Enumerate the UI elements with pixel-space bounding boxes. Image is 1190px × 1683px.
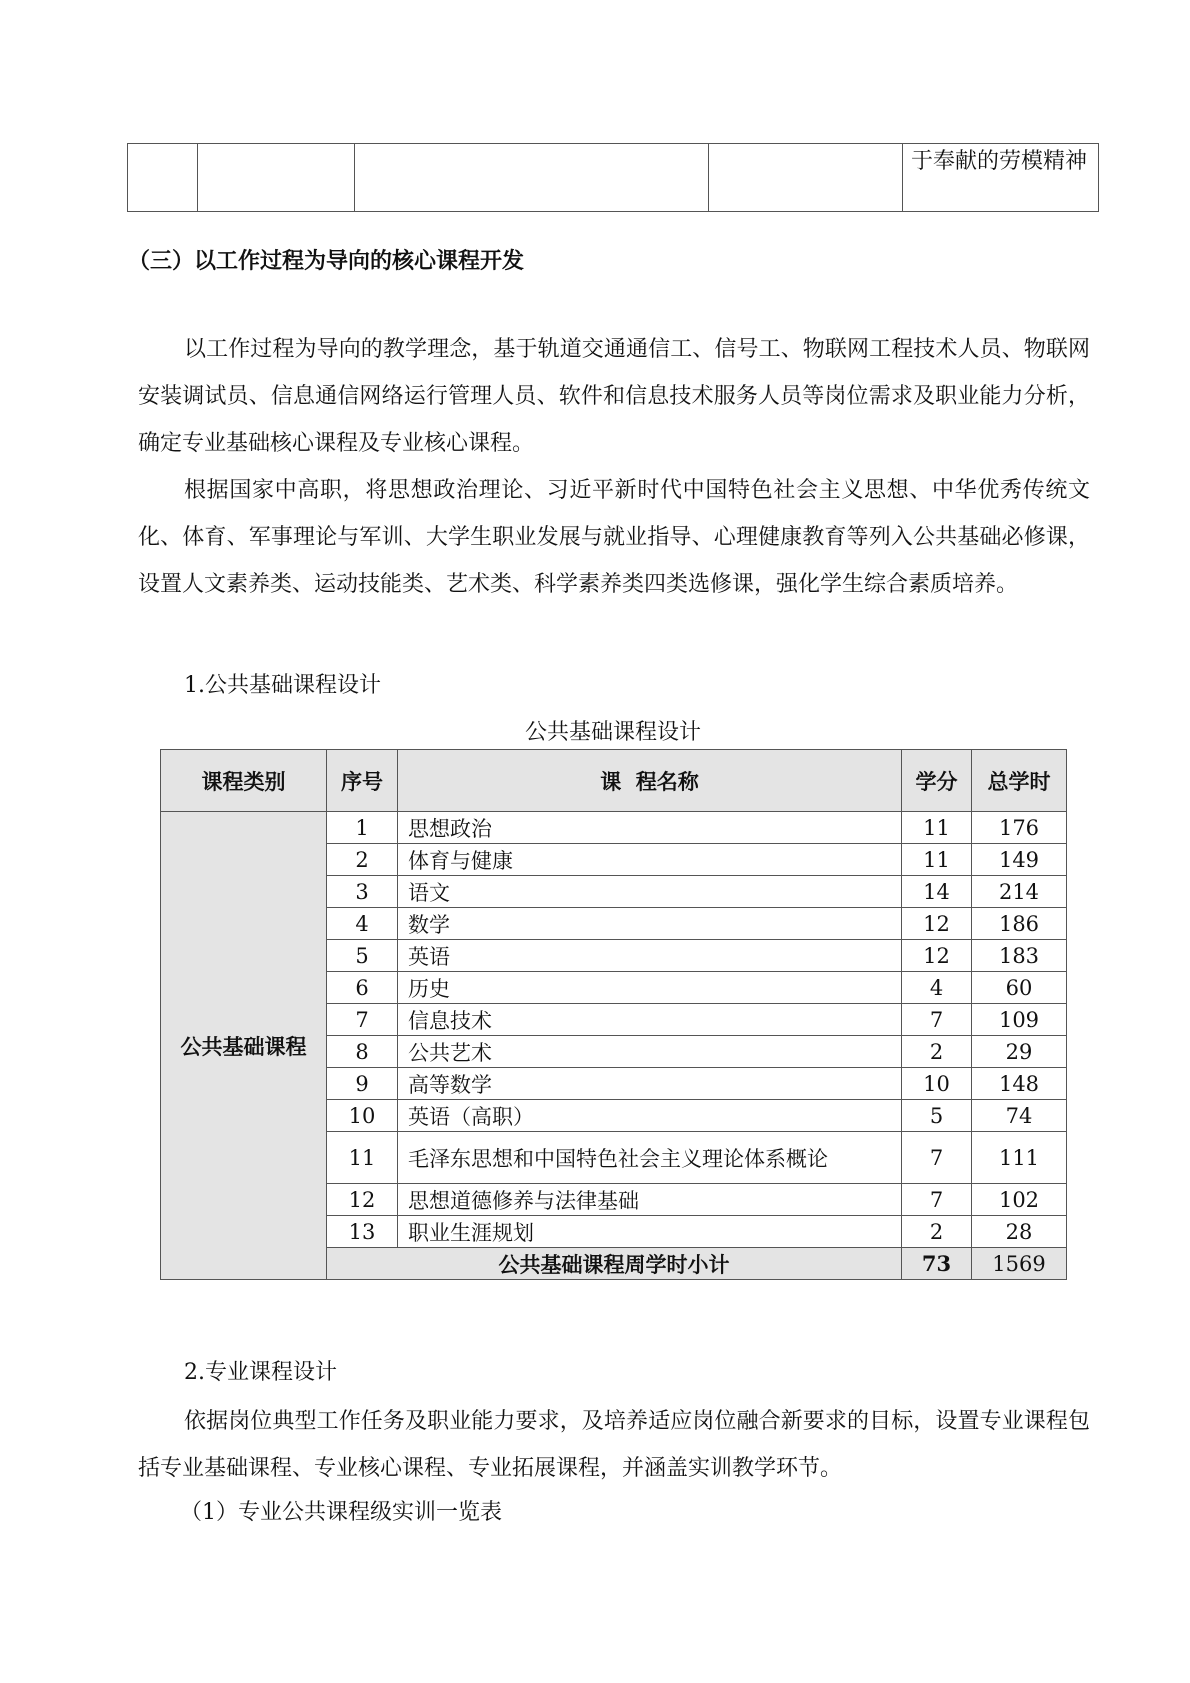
course-number: 4 [327, 908, 398, 940]
header-hours: 总学时 [972, 750, 1067, 812]
table-header-row [161, 750, 1067, 812]
course-hours: 29 [972, 1036, 1067, 1068]
course-name: 体育与健康 [398, 844, 902, 876]
course-hours: 214 [972, 876, 1067, 908]
public-course-table [160, 749, 1067, 1280]
course-name: 信息技术 [398, 1004, 902, 1036]
course-name: 英语 [398, 940, 902, 972]
table-cell [709, 144, 903, 212]
course-hours: 176 [972, 812, 1067, 844]
subheading-professional-course: 2.专业课程设计 [184, 1360, 337, 1385]
table-cell [198, 144, 355, 212]
course-hours: 60 [972, 972, 1067, 1004]
course-hours: 183 [972, 940, 1067, 972]
course-number: 6 [327, 972, 398, 1004]
course-name: 英语（高职） [398, 1100, 902, 1132]
course-number: 3 [327, 876, 398, 908]
paragraph-work-process: 以工作过程为导向的教学理念，基于轨道交通通信工、信号工、物联网工程技术人员、物联网安装调试员、信息通信网络运行管理人员、软件和信息技术服务人员等岗位需求及职业能力分析，确定专业基础核心课程及专业核心课程。 [138, 337, 1090, 456]
subtotal-credit: 73 [902, 1248, 972, 1280]
course-credit: 11 [902, 844, 972, 876]
course-hours: 102 [972, 1184, 1067, 1216]
category-cell: 公共基础课程 [161, 812, 327, 1280]
header-number: 序号 [327, 750, 398, 812]
course-credit: 7 [902, 1004, 972, 1036]
course-number: 7 [327, 1004, 398, 1036]
course-number: 2 [327, 844, 398, 876]
subtotal-hours: 1569 [972, 1248, 1067, 1280]
course-credit: 10 [902, 1068, 972, 1100]
course-number: 10 [327, 1100, 398, 1132]
course-number: 12 [327, 1184, 398, 1216]
subtotal-label: 公共基础课程周学时小计 [327, 1248, 902, 1280]
course-number: 5 [327, 940, 398, 972]
course-name: 思想政治 [398, 812, 902, 844]
subheading-public-course: 1.公共基础课程设计 [184, 673, 381, 698]
course-name: 职业生涯规划 [398, 1216, 902, 1248]
course-number: 1 [327, 812, 398, 844]
course-number: 8 [327, 1036, 398, 1068]
header-course-name: 课 程名称 [398, 750, 902, 812]
course-credit: 14 [902, 876, 972, 908]
course-hours: 149 [972, 844, 1067, 876]
course-credit: 4 [902, 972, 972, 1004]
course-credit: 2 [902, 1216, 972, 1248]
course-hours: 111 [972, 1132, 1067, 1184]
continued-table [127, 143, 1099, 212]
course-name: 历史 [398, 972, 902, 1004]
header-credit: 学分 [902, 750, 972, 812]
course-number: 11 [327, 1132, 398, 1184]
table-row [128, 144, 1099, 212]
table-cell: 于奉献的劳模精神 [903, 144, 1099, 212]
table-row [161, 812, 1067, 844]
course-name: 高等数学 [398, 1068, 902, 1100]
course-name: 毛泽东思想和中国特色社会主义理论体系概论 [398, 1132, 902, 1184]
course-hours: 148 [972, 1068, 1067, 1100]
table-caption: 公共基础课程设计 [524, 720, 701, 745]
course-credit: 7 [902, 1184, 972, 1216]
course-credit: 12 [902, 940, 972, 972]
course-credit: 12 [902, 908, 972, 940]
course-hours: 186 [972, 908, 1067, 940]
course-hours: 28 [972, 1216, 1067, 1248]
paragraph-public-basics: 根据国家中高职，将思想政治理论、习近平新时代中国特色社会主义思想、中华优秀传统文化、体育、军事理论与军训、大学生职业发展与就业指导、心理健康教育等列入公共基础必修课，设置人文素养类、运动技能类、艺术类、科学素养类四类选修课，强化学生综合素质培养。 [138, 478, 1090, 597]
course-name: 思想道德修养与法律基础 [398, 1184, 902, 1216]
table-cell [128, 144, 198, 212]
course-number: 9 [327, 1068, 398, 1100]
table-cell [355, 144, 709, 212]
course-name: 数学 [398, 908, 902, 940]
section-heading: （三）以工作过程为导向的核心课程开发 [128, 249, 525, 274]
course-number: 13 [327, 1216, 398, 1248]
course-credit: 2 [902, 1036, 972, 1068]
course-name: 公共艺术 [398, 1036, 902, 1068]
course-name: 语文 [398, 876, 902, 908]
course-hours: 74 [972, 1100, 1067, 1132]
course-credit: 11 [902, 812, 972, 844]
course-credit: 5 [902, 1100, 972, 1132]
paragraph-professional-course: 依据岗位典型工作任务及职业能力要求，及培养适应岗位融合新要求的目标，设置专业课程包括专业基础课程、专业核心课程、专业拓展课程，并涵盖实训教学环节。 [138, 1409, 1090, 1481]
subheading-training-list: （1）专业公共课程级实训一览表 [180, 1500, 502, 1525]
course-credit: 7 [902, 1132, 972, 1184]
header-category: 课程类别 [161, 750, 327, 812]
course-hours: 109 [972, 1004, 1067, 1036]
